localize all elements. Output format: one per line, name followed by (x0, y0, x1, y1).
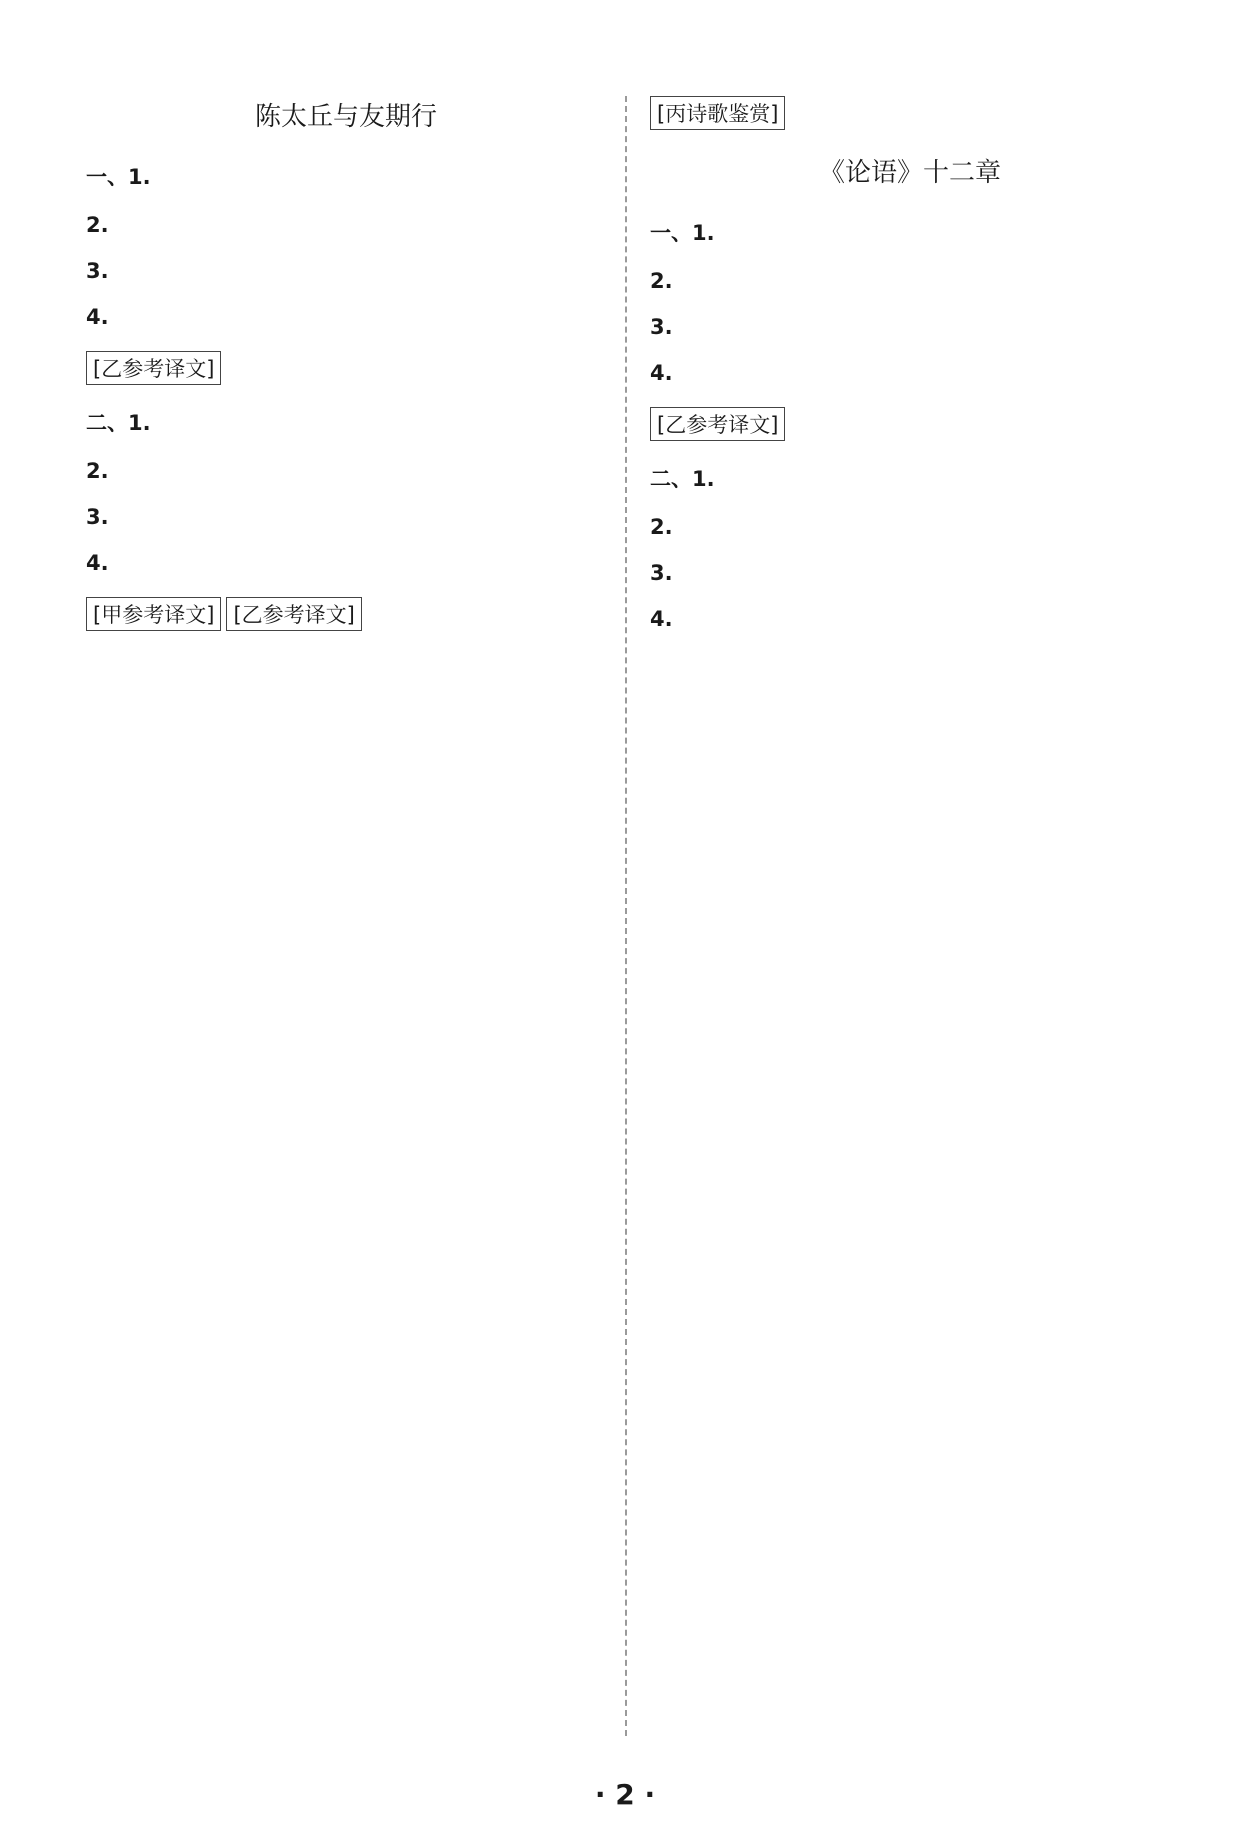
translation-label: [乙参考译文] (650, 407, 785, 441)
question-number: 2. (650, 515, 673, 539)
section-heading-lunyu: 《论语》十二章 (818, 158, 1001, 188)
question-number: 4. (86, 305, 109, 329)
question-number: 4. (86, 551, 109, 575)
left-column (86, 96, 606, 653)
translation-label: [甲参考译文] (86, 597, 221, 631)
question-number: 3. (86, 505, 109, 529)
question-number: 4. (650, 361, 673, 385)
question-number: 2. (86, 459, 109, 483)
question-number: 3. (650, 315, 673, 339)
question-number: 二、1. (650, 467, 715, 491)
page-number: · 2 · (594, 1778, 656, 1811)
poem-appreciation-label: [丙诗歌鉴赏] (650, 96, 785, 130)
question-number: 一、1. (650, 221, 715, 245)
question-number: 2. (650, 269, 673, 293)
question-number: 一、1. (86, 165, 151, 189)
column-divider (625, 96, 627, 1736)
section-heading-chen-taiqiu: 陈太丘与友期行 (254, 102, 437, 132)
right-column (650, 96, 1170, 653)
translation-label: [乙参考译文] (86, 351, 221, 385)
question-number: 3. (650, 561, 673, 585)
question-number: 3. (86, 259, 109, 283)
translation-label: [乙参考译文] (226, 597, 361, 631)
question-number: 2. (86, 213, 109, 237)
question-number: 4. (650, 607, 673, 631)
question-number: 二、1. (86, 411, 151, 435)
